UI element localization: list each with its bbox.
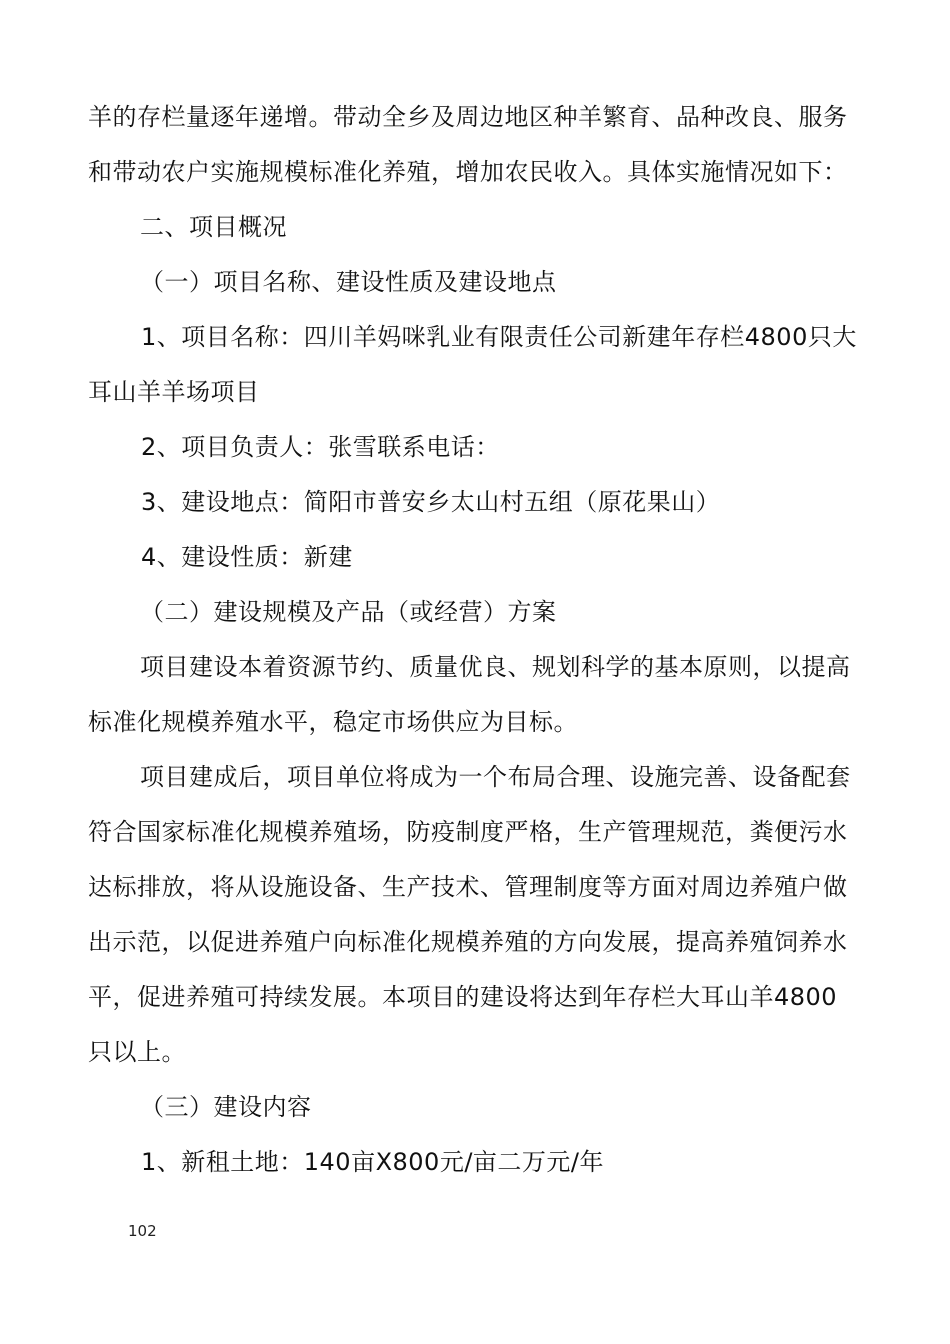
body-line-13: 项目建成后，项目单位将成为一个布局合理、设施完善、设备配套 (140, 763, 851, 791)
body-line-18: 只以上。 (88, 1038, 186, 1066)
body-line-15: 达标排放，将从设施设备、生产技术、管理制度等方面对周边养殖户做 (88, 873, 848, 901)
body-line-14: 符合国家标准化规模养殖场，防疫制度严格，生产管理规范，粪便污水 (88, 818, 848, 846)
item-project-name: 1、项目名称：四川羊妈咪乳业有限责任公司新建年存栏4800只大 (141, 323, 857, 351)
page-number: 102 (128, 1222, 157, 1240)
body-line-17: 平，促进养殖可持续发展。本项目的建设将达到年存栏大耳山羊4800 (88, 983, 838, 1011)
subsection-heading-2: （二）建设规模及产品（或经营）方案 (140, 598, 557, 626)
item-build-nature: 4、建设性质：新建 (141, 543, 353, 571)
item-project-leader: 2、项目负责人：张雪联系电话： (141, 433, 500, 461)
body-line-1: 羊的存栏量逐年递增。带动全乡及周边地区种羊繁育、品种改良、服务 (88, 103, 848, 131)
item-build-location: 3、建设地点：简阳市普安乡太山村五组（原花果山） (141, 488, 721, 516)
subsection-heading-3: （三）建设内容 (140, 1093, 312, 1121)
item-project-name-cont: 耳山羊羊场项目 (88, 378, 260, 406)
body-line-12: 标准化规模养殖水平，稳定市场供应为目标。 (88, 708, 578, 736)
item-land-lease: 1、新租土地：140亩X800元/亩二万元/年 (141, 1148, 604, 1176)
section-heading-overview: 二、项目概况 (140, 213, 287, 241)
subsection-heading-1: （一）项目名称、建设性质及建设地点 (140, 268, 557, 296)
body-line-11: 项目建设本着资源节约、质量优良、规划科学的基本原则，以提高 (140, 653, 851, 681)
body-line-2: 和带动农户实施规模标准化养殖，增加农民收入。具体实施情况如下： (88, 158, 848, 186)
body-line-16: 出示范，以促进养殖户向标准化规模养殖的方向发展，提高养殖饲养水 (88, 928, 848, 956)
